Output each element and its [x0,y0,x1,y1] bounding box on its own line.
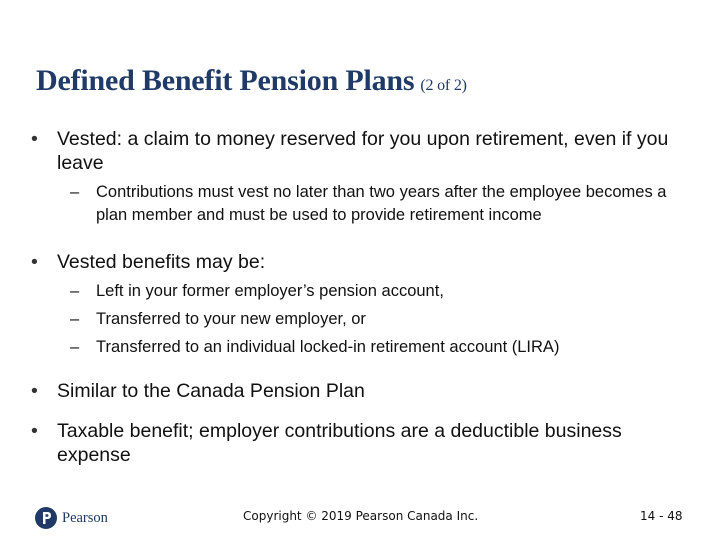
pearson-logo-icon [35,507,57,529]
logo-wordmark: Pearson [62,509,108,526]
sub-bullet-text: Transferred to your new employer, or [96,310,366,328]
bullet-list [30,120,700,467]
bullet-text: Similar to the Canada Pension Plan [57,380,365,402]
bullet-text: Vested: a claim to money reserved for you upon retirement, even if you leave [57,128,669,174]
bullet-marker: • [31,380,38,402]
dash-marker: – [70,183,80,201]
pearson-logo [35,506,108,530]
copyright-text: Copyright © 2019 Pearson Canada Inc. [243,509,479,523]
title-suffix: (2 of 2) [420,77,467,94]
bullet-marker: • [31,128,38,150]
bullet-text: Vested benefits may be: [57,251,266,273]
sub-bullet-text: Left in your former employer’s pension account, [96,282,444,300]
sub-bullet-text: Transferred to an individual locked-in retirement account (LIRA) [96,338,560,356]
bullet-text: Taxable benefit; employer contributions are a deductible business expense [57,420,622,466]
page-number: 14 - 48 [640,509,683,523]
sub-bullet-item [30,280,700,303]
bullet-item [30,127,700,175]
bullet-item [30,419,700,467]
sub-bullet-text: Contributions must vest no later than two years after the employee becomes a plan member and must be used to provide retirement income [96,183,667,224]
title-main: Defined Benefit Pension Plans [36,64,415,97]
dash-marker: – [70,338,80,356]
bullet-marker: • [31,251,38,273]
bullet-item [30,250,700,274]
bullet-item [30,379,700,403]
dash-marker: – [70,282,80,300]
dash-marker: – [70,310,80,328]
sub-bullet-item [30,181,700,227]
sub-bullet-item [30,336,700,359]
bullet-marker: • [31,420,38,442]
sub-bullet-item [30,308,700,331]
slide-title [36,64,696,98]
